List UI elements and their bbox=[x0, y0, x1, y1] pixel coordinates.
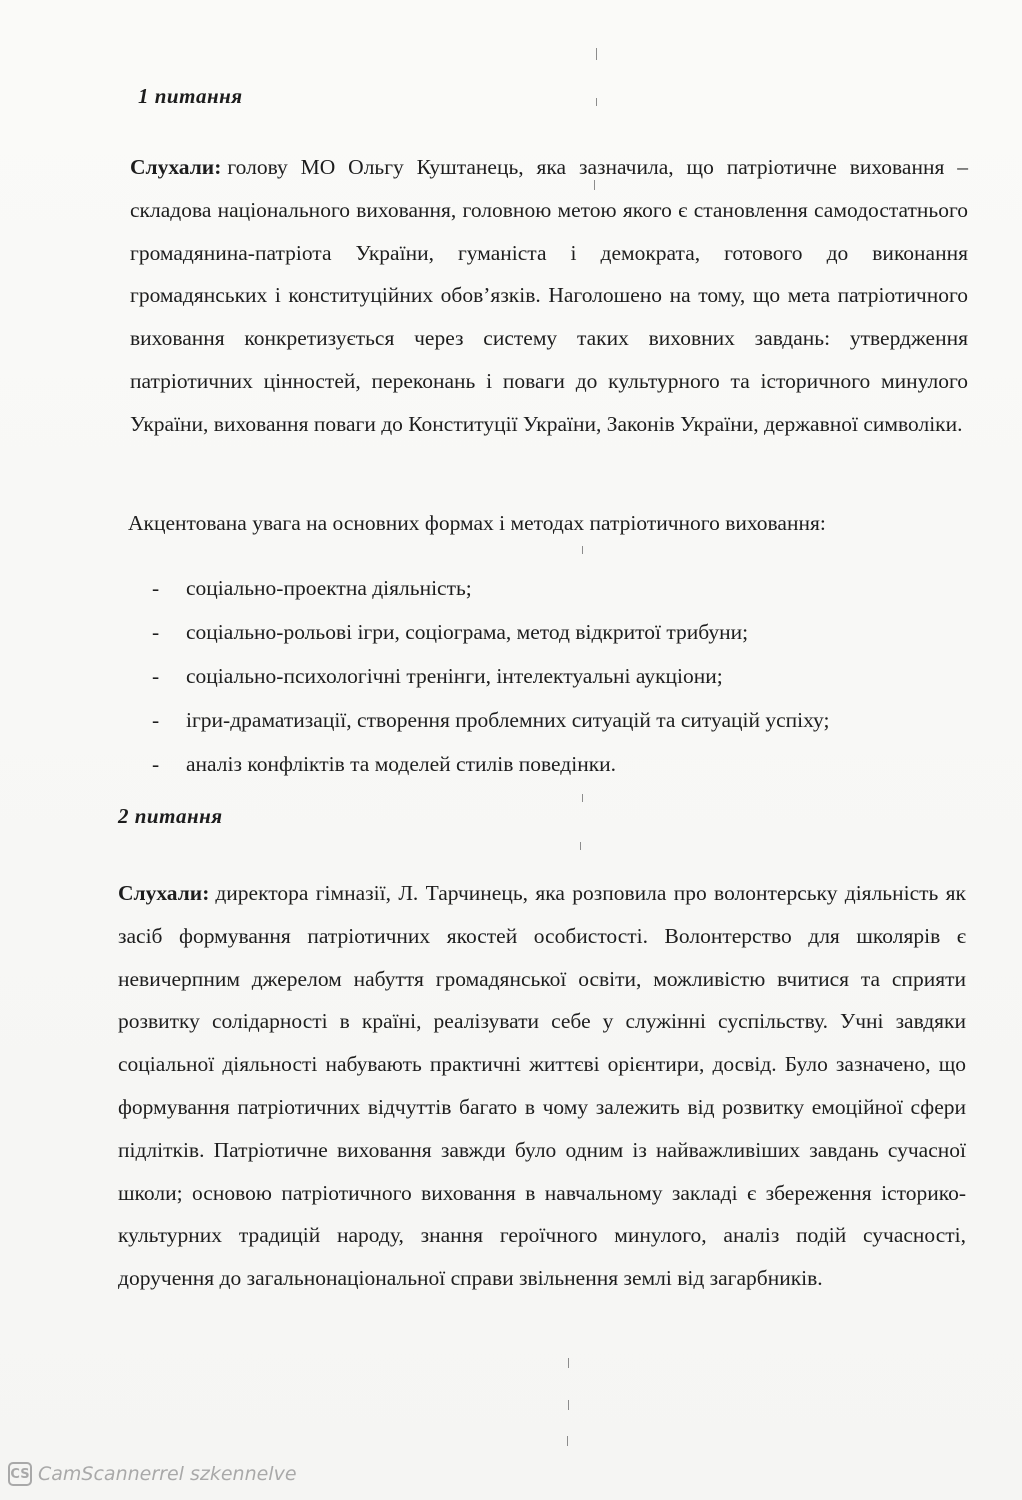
section2-heading: 2 питання bbox=[118, 804, 223, 828]
section2-paragraph bbox=[118, 872, 966, 1300]
section1-body: голову МО Ольгу Куштанець, яка зазначила, що патріотичне виховання – складова національного виховання, головною метою якого є становлення самодостатнього громадянина-патріота України, гуманіста і демократа, готового до виконання громадянських і конституційних обов’язків. Наголошено на тому, що мета патріотичного виховання конкретизується через систему таких виховних завдань: утвердження патріотичних цінностей, переконань і поваги до культурного та історичного минулого України, виховання поваги до Конституції України, Законів України, державної символіки. bbox=[130, 155, 968, 436]
fold-mark bbox=[568, 1400, 569, 1410]
section1-paragraph bbox=[130, 146, 968, 446]
list-item-text: соціально-рольові ігри, соціограма, метод відкритої трибуни; bbox=[186, 620, 749, 644]
section2-body: директора гімназії, Л. Тарчинець, яка розповила про волонтерську діяльність як засіб формування патріотичних якостей особистості. Волонтерство для школярів є невичерпним джерелом набуття громадянської освіти, можливістю вчитися та сприяти розвитку солідарності в країні, реалізувати себе у служінні суспільству. Учні завдяки соціальної діяльності набувають практичні життєві орієнтири, досвід. Було зазначено, що формування патріотичних відчуттів багато в чому залежить від розвитку емоційної сфери підлітків. Патріотичне виховання завжди було одним із найважливіших завдань сучасної школи; основою патріотичного виховання в навчальному закладі є збереження історико-культурних традицій народу, знання героїчного минулого, аналіз подій сучасності, доручення до загальнонаціональної справи звільнення землі від загарбників. bbox=[118, 881, 966, 1291]
fold-mark bbox=[582, 794, 583, 802]
list-dash: - bbox=[152, 620, 160, 644]
list-dash: - bbox=[152, 664, 160, 688]
list-item-text: ігри-драматизації, створення проблемних ситуацій та ситуацій успіху; bbox=[186, 708, 830, 732]
list-item bbox=[152, 742, 830, 786]
fold-mark bbox=[580, 842, 581, 850]
list-item bbox=[152, 566, 830, 610]
list-dash: - bbox=[152, 576, 160, 600]
list-item bbox=[152, 654, 830, 698]
section1-accent: Акцентована увага на основних формах і методах патріотичного виховання: bbox=[128, 511, 826, 535]
list-item-text: соціально-психологічні тренінги, інтелектуальні аукціони; bbox=[186, 664, 723, 688]
list-item-text: соціально-проектна діяльність; bbox=[186, 576, 472, 600]
list-item bbox=[152, 698, 830, 742]
section1-lead: Слухали: bbox=[130, 155, 222, 179]
fold-mark bbox=[568, 1358, 569, 1368]
methods-list bbox=[152, 566, 830, 786]
list-dash: - bbox=[152, 708, 160, 732]
fold-mark bbox=[596, 98, 597, 106]
list-item-text: аналіз конфліктів та моделей стилів поведінки. bbox=[186, 752, 617, 776]
fold-mark bbox=[567, 1436, 568, 1446]
section1-heading: 1 питання bbox=[138, 84, 243, 108]
list-item bbox=[152, 610, 830, 654]
watermark-text: CamScannerrel szkennelve bbox=[38, 1463, 297, 1485]
section2-lead: Слухали: bbox=[118, 881, 210, 905]
cs-logo-icon: CS bbox=[8, 1462, 32, 1486]
fold-mark bbox=[596, 48, 597, 60]
scanner-watermark bbox=[8, 1462, 297, 1486]
fold-mark bbox=[582, 546, 583, 554]
list-dash: - bbox=[152, 752, 160, 776]
